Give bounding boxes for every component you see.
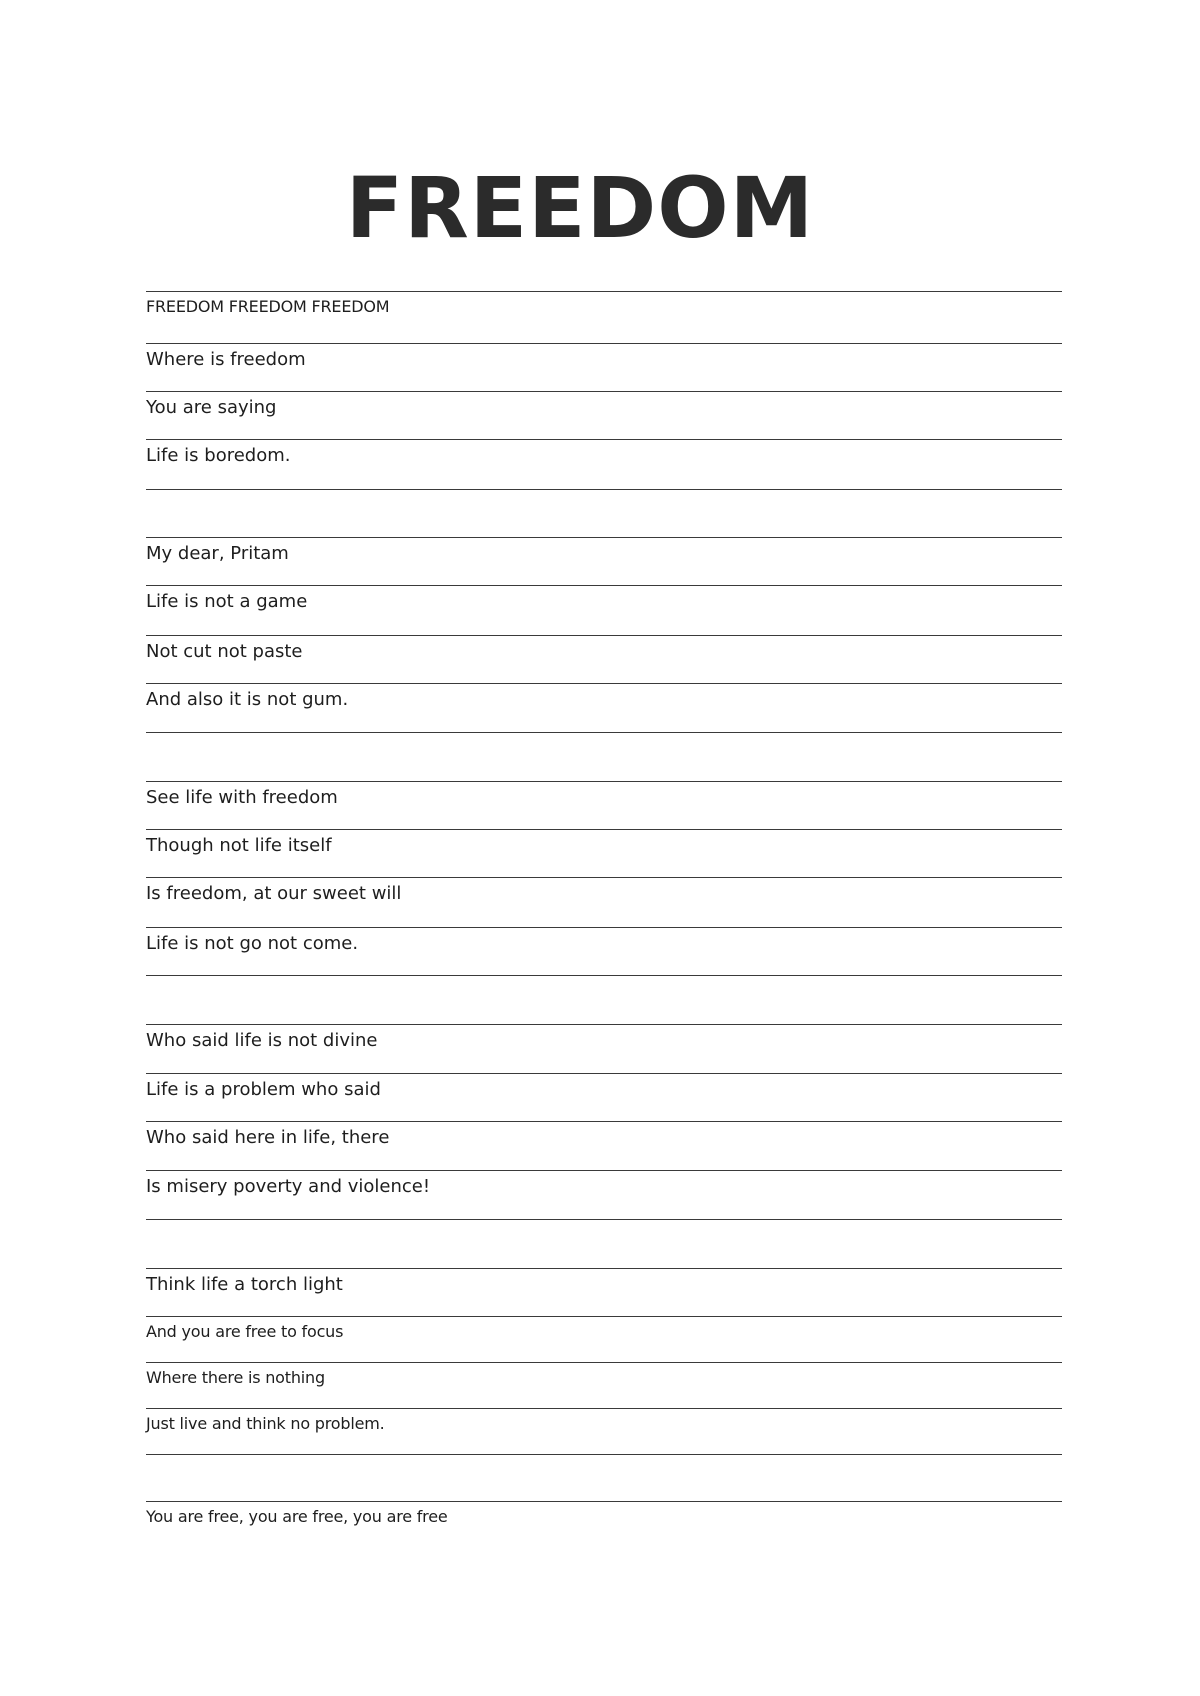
subtitle-line: FREEDOM FREEDOM FREEDOM <box>146 297 390 316</box>
poem-line: Where is freedom <box>146 349 306 370</box>
closing-line: You are free, you are free, you are free <box>146 1507 448 1526</box>
document-title: FREEDOM <box>345 159 815 257</box>
poem-line: Is freedom, at our sweet will <box>146 883 402 904</box>
ruled-line <box>146 975 1062 976</box>
poem-line: Not cut not paste <box>146 641 303 662</box>
ruled-line <box>146 927 1062 928</box>
ruled-line <box>146 1024 1062 1025</box>
ruled-line <box>146 1268 1062 1269</box>
ruled-line <box>146 291 1062 292</box>
ruled-line <box>146 732 1062 733</box>
ruled-line <box>146 537 1062 538</box>
poem-line: Who said life is not divine <box>146 1030 378 1051</box>
ruled-line <box>146 1316 1062 1317</box>
ruled-line <box>146 1073 1062 1074</box>
ruled-line <box>146 635 1062 636</box>
ruled-line <box>146 585 1062 586</box>
ruled-line <box>146 1454 1062 1455</box>
poem-line: And also it is not gum. <box>146 689 349 710</box>
poem-line: You are saying <box>146 397 277 418</box>
poem-line: See life with freedom <box>146 787 338 808</box>
poem-line: Where there is nothing <box>146 1368 325 1387</box>
ruled-line <box>146 439 1062 440</box>
poem-line: My dear, Pritam <box>146 543 289 564</box>
ruled-line <box>146 1219 1062 1220</box>
ruled-line <box>146 1121 1062 1122</box>
poem-line: Just live and think no problem. <box>146 1414 385 1433</box>
poem-line: Is misery poverty and violence! <box>146 1176 431 1197</box>
ruled-line <box>146 1362 1062 1363</box>
ruled-line <box>146 1408 1062 1409</box>
ruled-line <box>146 829 1062 830</box>
poem-line: And you are free to focus <box>146 1322 344 1341</box>
ruled-line <box>146 781 1062 782</box>
poem-line: Who said here in life, there <box>146 1127 390 1148</box>
poem-line: Life is not a game <box>146 591 308 612</box>
ruled-line <box>146 877 1062 878</box>
poem-line: Though not life itself <box>146 835 332 856</box>
ruled-line <box>146 1501 1062 1502</box>
ruled-line <box>146 683 1062 684</box>
poem-line: Life is not go not come. <box>146 933 359 954</box>
poem-line: Life is boredom. <box>146 445 291 466</box>
ruled-line <box>146 489 1062 490</box>
poem-line: Life is a problem who said <box>146 1079 381 1100</box>
ruled-line <box>146 1170 1062 1171</box>
ruled-line <box>146 391 1062 392</box>
poem-line: Think life a torch light <box>146 1274 343 1295</box>
ruled-line <box>146 343 1062 344</box>
